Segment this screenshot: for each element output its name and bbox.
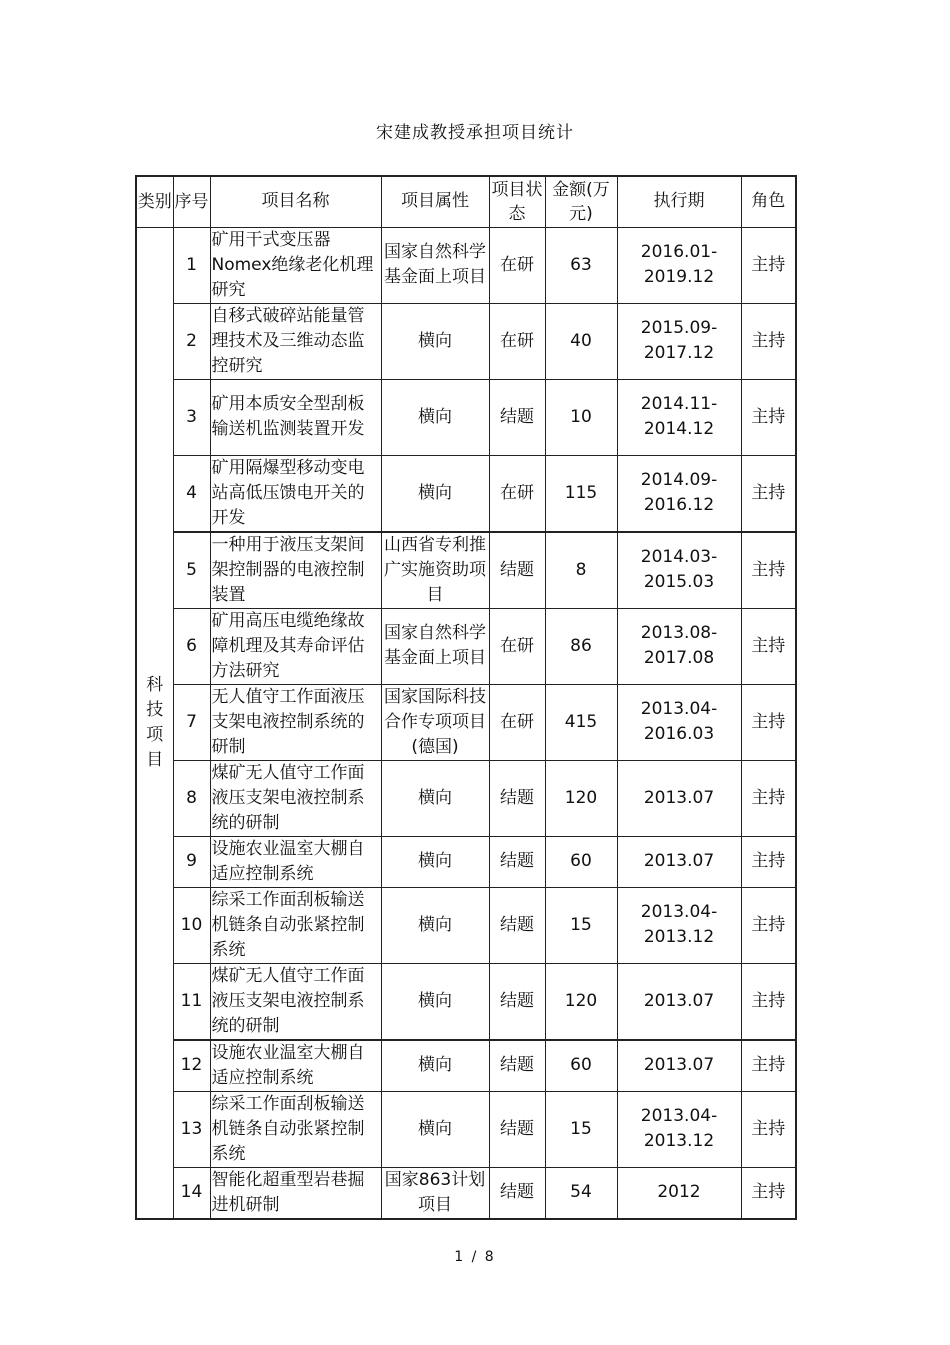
row-attr: 横向	[381, 836, 489, 887]
page-title: 宋建成教授承担项目统计	[376, 123, 574, 143]
category-char: 技	[146, 699, 164, 720]
category-cell	[136, 227, 173, 1219]
row-period: 2013.04-2013.12	[617, 887, 741, 963]
row-index: 13	[173, 1091, 210, 1167]
row-role: 主持	[741, 379, 796, 455]
row-period: 2015.09-2017.12	[617, 303, 741, 379]
row-attr: 横向	[381, 1040, 489, 1092]
row-period: 2013.04-2016.03	[617, 684, 741, 760]
header-row	[136, 176, 796, 227]
row-index: 5	[173, 532, 210, 609]
row-attr: 横向	[381, 455, 489, 532]
row-amount: 86	[545, 608, 617, 684]
table-row	[136, 303, 796, 379]
row-role: 主持	[741, 455, 796, 532]
row-period: 2012	[617, 1167, 741, 1219]
row-name: 一种用于液压支架间架控制器的电液控制装置	[210, 532, 381, 609]
row-status: 在研	[489, 455, 545, 532]
table-row	[136, 836, 796, 887]
row-attr: 横向	[381, 760, 489, 836]
table-row	[136, 1167, 796, 1219]
row-status: 结题	[489, 1040, 545, 1092]
row-period: 2014.09-2016.12	[617, 455, 741, 532]
row-status: 结题	[489, 887, 545, 963]
row-attr: 国家自然科学基金面上项目	[381, 227, 489, 303]
row-index: 8	[173, 760, 210, 836]
row-status: 结题	[489, 1167, 545, 1219]
row-amount: 40	[545, 303, 617, 379]
row-role: 主持	[741, 963, 796, 1040]
row-amount: 15	[545, 887, 617, 963]
category-char: 目	[146, 749, 164, 770]
row-index: 9	[173, 836, 210, 887]
header-role: 角色	[741, 176, 796, 227]
row-amount: 63	[545, 227, 617, 303]
row-status: 结题	[489, 1091, 545, 1167]
table-row	[136, 1040, 796, 1092]
row-role: 主持	[741, 836, 796, 887]
row-amount: 415	[545, 684, 617, 760]
row-index: 11	[173, 963, 210, 1040]
row-name: 矿用隔爆型移动变电站高低压馈电开关的开发	[210, 455, 381, 532]
row-amount: 10	[545, 379, 617, 455]
row-status: 在研	[489, 303, 545, 379]
row-period: 2013.07	[617, 760, 741, 836]
row-name: 煤矿无人值守工作面液压支架电液控制系统的研制	[210, 963, 381, 1040]
row-attr: 横向	[381, 379, 489, 455]
row-role: 主持	[741, 1040, 796, 1092]
row-amount: 60	[545, 1040, 617, 1092]
row-status: 结题	[489, 760, 545, 836]
row-role: 主持	[741, 1167, 796, 1219]
row-status: 结题	[489, 532, 545, 609]
table-row	[136, 684, 796, 760]
header-attr: 项目属性	[381, 176, 489, 227]
row-amount: 54	[545, 1167, 617, 1219]
row-role: 主持	[741, 303, 796, 379]
row-name: 综采工作面刮板输送机链条自动张紧控制系统	[210, 887, 381, 963]
row-attr: 国家国际科技合作专项项目(德国)	[381, 684, 489, 760]
row-attr: 国家863计划项目	[381, 1167, 489, 1219]
row-name: 设施农业温室大棚自适应控制系统	[210, 1040, 381, 1092]
row-name: 矿用干式变压器Nomex绝缘老化机理研究	[210, 227, 381, 303]
row-role: 主持	[741, 532, 796, 609]
row-index: 6	[173, 608, 210, 684]
row-status: 结题	[489, 379, 545, 455]
category-char: 科	[146, 674, 164, 695]
row-index: 14	[173, 1167, 210, 1219]
row-role: 主持	[741, 760, 796, 836]
row-status: 在研	[489, 608, 545, 684]
page-number: 1 / 8	[454, 1249, 496, 1265]
row-attr: 横向	[381, 303, 489, 379]
row-amount: 120	[545, 963, 617, 1040]
row-attr: 山西省专利推广实施资助项目	[381, 532, 489, 609]
row-name: 无人值守工作面液压支架电液控制系统的研制	[210, 684, 381, 760]
row-name: 综采工作面刮板输送机链条自动张紧控制系统	[210, 1091, 381, 1167]
row-status: 结题	[489, 836, 545, 887]
header-name: 项目名称	[210, 176, 381, 227]
table-row	[136, 532, 796, 609]
row-index: 7	[173, 684, 210, 760]
row-period: 2013.07	[617, 963, 741, 1040]
header-amount: 金额(万元)	[545, 176, 617, 227]
row-index: 2	[173, 303, 210, 379]
row-amount: 115	[545, 455, 617, 532]
row-period: 2016.01-2019.12	[617, 227, 741, 303]
row-attr: 横向	[381, 1091, 489, 1167]
row-attr: 横向	[381, 963, 489, 1040]
table-row	[136, 963, 796, 1040]
row-role: 主持	[741, 608, 796, 684]
row-status: 在研	[489, 684, 545, 760]
row-period: 2014.03-2015.03	[617, 532, 741, 609]
row-role: 主持	[741, 227, 796, 303]
row-name: 煤矿无人值守工作面液压支架电液控制系统的研制	[210, 760, 381, 836]
row-index: 3	[173, 379, 210, 455]
row-name: 矿用高压电缆绝缘故障机理及其寿命评估方法研究	[210, 608, 381, 684]
row-role: 主持	[741, 887, 796, 963]
header-status: 项目状态	[489, 176, 545, 227]
table-row	[136, 760, 796, 836]
row-index: 4	[173, 455, 210, 532]
row-role: 主持	[741, 1091, 796, 1167]
row-period: 2013.08-2017.08	[617, 608, 741, 684]
row-period: 2014.11-2014.12	[617, 379, 741, 455]
row-amount: 8	[545, 532, 617, 609]
header-category: 类别	[136, 176, 173, 227]
header-index: 序号	[173, 176, 210, 227]
project-table	[135, 175, 797, 1220]
row-amount: 60	[545, 836, 617, 887]
row-attr: 国家自然科学基金面上项目	[381, 608, 489, 684]
row-role: 主持	[741, 684, 796, 760]
row-amount: 15	[545, 1091, 617, 1167]
row-index: 12	[173, 1040, 210, 1092]
row-period: 2013.04-2013.12	[617, 1091, 741, 1167]
row-name: 智能化超重型岩巷掘进机研制	[210, 1167, 381, 1219]
table-row	[136, 379, 796, 455]
row-name: 设施农业温室大棚自适应控制系统	[210, 836, 381, 887]
row-name: 自移式破碎站能量管理技术及三维动态监控研究	[210, 303, 381, 379]
header-period: 执行期	[617, 176, 741, 227]
row-amount: 120	[545, 760, 617, 836]
table-row	[136, 1091, 796, 1167]
row-status: 在研	[489, 227, 545, 303]
row-index: 10	[173, 887, 210, 963]
table-row	[136, 227, 796, 303]
row-name: 矿用本质安全型刮板输送机监测装置开发	[210, 379, 381, 455]
category-char: 项	[146, 724, 164, 745]
row-period: 2013.07	[617, 836, 741, 887]
row-period: 2013.07	[617, 1040, 741, 1092]
table-row	[136, 887, 796, 963]
row-index: 1	[173, 227, 210, 303]
table-row	[136, 455, 796, 532]
row-attr: 横向	[381, 887, 489, 963]
row-status: 结题	[489, 963, 545, 1040]
table-row	[136, 608, 796, 684]
